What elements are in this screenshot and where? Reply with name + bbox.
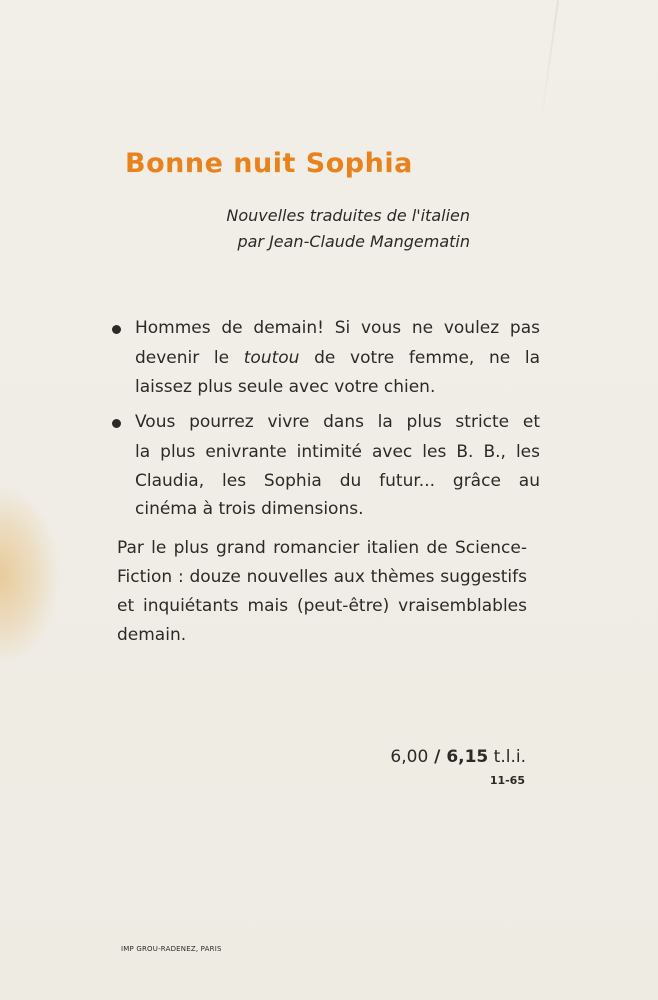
text-line: Par le plus grand romancier italien de Science- <box>117 538 527 558</box>
text-fragment: de votre femme, ne la <box>299 348 540 368</box>
subtitle-translation: Nouvelles traduites de l'italien <box>226 206 470 225</box>
subtitle-translator: par Jean-Claude Mangematin <box>237 232 470 251</box>
text-line: Vous pourrez vivre dans la plus stricte et <box>135 412 540 432</box>
price-label <box>380 747 526 767</box>
printer-imprint: IMP GROU-RADENEZ, PARIS <box>121 945 222 953</box>
text-line <box>135 348 540 368</box>
text-line: cinéma à trois dimensions. <box>135 499 364 519</box>
text-line: laissez plus seule avec votre chien. <box>135 377 436 397</box>
paper-crease <box>539 0 559 129</box>
text-line: la plus enivrante intimité avec les B. B., les <box>135 442 540 462</box>
price-first: 6,00 <box>390 747 429 767</box>
text-line: Hommes de demain! Si vous ne voulez pas <box>135 318 540 338</box>
price-second: 6,15 <box>446 747 489 767</box>
text-line: et inquiétants mais (peut-être) vraisemblables <box>117 596 527 616</box>
text-line: Fiction : douze nouvelles aux thèmes suggestifs <box>117 567 527 587</box>
text-fragment: devenir le <box>135 348 244 368</box>
book-title: Bonne nuit Sophia <box>125 148 413 179</box>
text-line: demain. <box>117 625 187 645</box>
emphasis-word: toutou <box>243 348 300 368</box>
price-suffix: t.l.i. <box>488 747 526 767</box>
bullet-dot <box>112 419 121 428</box>
text-line: Claudia, les Sophia du futur... grâce au <box>135 471 540 491</box>
edition-code: 11-65 <box>489 774 525 787</box>
price-separator: / <box>428 747 447 767</box>
bullet-dot <box>112 325 121 334</box>
